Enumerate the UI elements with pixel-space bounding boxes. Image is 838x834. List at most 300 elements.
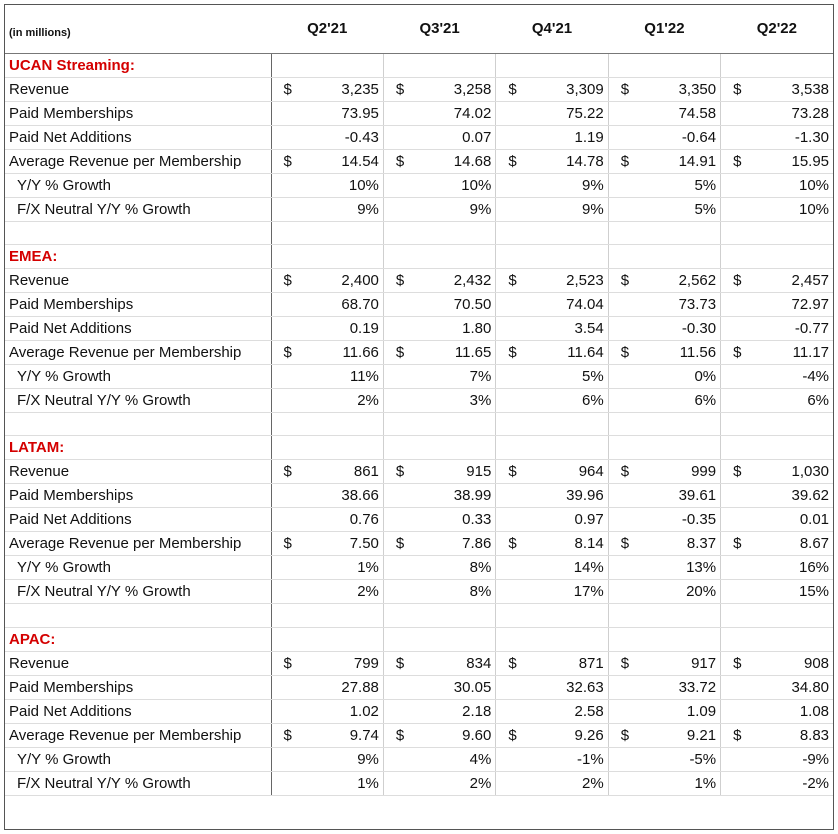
empty-cell [412,436,495,460]
empty-cell [271,221,300,244]
row-label: Average Revenue per Membership [5,532,271,556]
currency-symbol [608,197,637,221]
value-cell: 834 [412,651,495,675]
value-cell: 11.66 [300,340,383,364]
empty-cell [608,221,637,244]
currency-symbol [496,580,525,604]
row-label: Y/Y % Growth [5,747,271,771]
empty-cell [496,627,525,651]
empty-cell [5,412,271,435]
spacer-row [5,221,833,244]
empty-cell [721,221,750,244]
table-row [5,125,833,149]
value-cell: -0.77 [750,316,833,340]
currency-symbol: $ [721,268,750,292]
currency-symbol: $ [383,723,412,747]
section-title-row [5,53,833,77]
currency-symbol: $ [496,651,525,675]
column-header: Q2'22 [721,5,833,53]
row-label: Average Revenue per Membership [5,723,271,747]
currency-symbol [721,125,750,149]
currency-symbol [496,292,525,316]
section-title: UCAN Streaming: [5,53,271,77]
value-cell: 1.80 [412,316,495,340]
value-cell: 915 [412,460,495,484]
empty-cell [300,221,383,244]
value-cell: 27.88 [300,675,383,699]
value-cell: -0.30 [637,316,720,340]
table-row [5,580,833,604]
value-cell: 999 [637,460,720,484]
value-cell: 9% [300,197,383,221]
currency-symbol [608,388,637,412]
currency-symbol [271,556,300,580]
currency-symbol [608,292,637,316]
currency-symbol [496,747,525,771]
empty-cell [383,604,412,627]
table-row [5,532,833,556]
currency-symbol [721,388,750,412]
currency-symbol: $ [721,149,750,173]
currency-symbol [496,699,525,723]
empty-cell [525,604,608,627]
value-cell: 2.58 [525,699,608,723]
value-cell: 1% [637,771,720,795]
currency-symbol: $ [721,77,750,101]
value-cell: 1% [300,771,383,795]
value-cell: -0.35 [637,508,720,532]
empty-cell [300,244,383,268]
value-cell: 8.14 [525,532,608,556]
currency-symbol [496,556,525,580]
value-cell: 39.61 [637,484,720,508]
value-cell: 6% [750,388,833,412]
value-cell: 38.66 [300,484,383,508]
table-row [5,747,833,771]
currency-symbol [383,388,412,412]
value-cell: 38.99 [412,484,495,508]
value-cell: 14.68 [412,149,495,173]
empty-cell [271,436,300,460]
value-cell: 73.73 [637,292,720,316]
empty-cell [300,53,383,77]
value-cell: 9.21 [637,723,720,747]
currency-symbol [721,556,750,580]
empty-cell [608,436,637,460]
currency-symbol: $ [271,651,300,675]
currency-symbol: $ [383,651,412,675]
value-cell: 2,523 [525,268,608,292]
value-cell: 1.08 [750,699,833,723]
value-cell: 16% [750,556,833,580]
value-cell: 0.07 [412,125,495,149]
currency-symbol: $ [608,268,637,292]
section-title: APAC: [5,627,271,651]
value-cell: 0.97 [525,508,608,532]
currency-symbol: $ [608,149,637,173]
value-cell: 871 [525,651,608,675]
value-cell: 5% [525,364,608,388]
column-header: Q1'22 [608,5,720,53]
financial-table-frame [4,4,834,830]
currency-symbol [608,101,637,125]
currency-symbol: $ [383,77,412,101]
value-cell: 11.17 [750,340,833,364]
currency-symbol [608,316,637,340]
currency-symbol: $ [496,532,525,556]
empty-cell [721,244,750,268]
value-cell: 15% [750,580,833,604]
empty-cell [608,244,637,268]
currency-symbol [721,508,750,532]
value-cell: 33.72 [637,675,720,699]
currency-symbol: $ [608,723,637,747]
empty-cell [496,412,525,435]
currency-symbol: $ [271,723,300,747]
empty-cell [383,412,412,435]
value-cell: 861 [300,460,383,484]
currency-symbol [271,292,300,316]
currency-symbol [496,173,525,197]
empty-cell [525,412,608,435]
currency-symbol [721,101,750,125]
empty-cell [608,627,637,651]
currency-symbol [496,388,525,412]
empty-cell [5,604,271,627]
value-cell: 1,030 [750,460,833,484]
currency-symbol [271,747,300,771]
row-label: Revenue [5,77,271,101]
currency-symbol: $ [608,532,637,556]
value-cell: -2% [750,771,833,795]
value-cell: 72.97 [750,292,833,316]
empty-cell [300,627,383,651]
currency-symbol: $ [496,268,525,292]
section-title: LATAM: [5,436,271,460]
value-cell: -1.30 [750,125,833,149]
currency-symbol [271,508,300,532]
empty-cell [412,412,495,435]
table-row [5,173,833,197]
value-cell: 34.80 [750,675,833,699]
empty-cell [525,221,608,244]
currency-symbol [721,747,750,771]
currency-symbol [383,197,412,221]
currency-symbol [496,125,525,149]
empty-cell [271,604,300,627]
currency-symbol [383,699,412,723]
value-cell: 3,538 [750,77,833,101]
empty-cell [496,604,525,627]
spacer-row [5,412,833,435]
value-cell: 8.37 [637,532,720,556]
value-cell: 0.76 [300,508,383,532]
currency-symbol [496,508,525,532]
value-cell: -0.64 [637,125,720,149]
value-cell: 9.74 [300,723,383,747]
currency-symbol [496,484,525,508]
empty-cell [525,53,608,77]
currency-symbol: $ [271,149,300,173]
empty-cell [721,412,750,435]
value-cell: 68.70 [300,292,383,316]
row-label: Paid Net Additions [5,125,271,149]
value-cell: 9% [525,173,608,197]
value-cell: 3,258 [412,77,495,101]
currency-symbol [383,771,412,795]
currency-symbol: $ [496,149,525,173]
row-label: Revenue [5,460,271,484]
row-label: Y/Y % Growth [5,364,271,388]
section-title-row [5,436,833,460]
empty-cell [525,627,608,651]
currency-symbol [383,316,412,340]
value-cell: 9% [300,747,383,771]
value-cell: 7% [412,364,495,388]
empty-cell [383,436,412,460]
empty-cell [750,244,833,268]
value-cell: 11.56 [637,340,720,364]
empty-cell [271,244,300,268]
currency-symbol [383,675,412,699]
table-row [5,388,833,412]
empty-cell [412,244,495,268]
currency-symbol [608,508,637,532]
value-cell: 9.60 [412,723,495,747]
empty-cell [5,221,271,244]
empty-cell [608,412,637,435]
currency-symbol [608,675,637,699]
table-row [5,651,833,675]
value-cell: 9% [412,197,495,221]
value-cell: 14.78 [525,149,608,173]
currency-symbol [721,316,750,340]
row-label: Y/Y % Growth [5,173,271,197]
row-label: Paid Net Additions [5,699,271,723]
value-cell: 8% [412,556,495,580]
value-cell: 17% [525,580,608,604]
empty-cell [525,244,608,268]
currency-symbol: $ [608,460,637,484]
currency-symbol [383,556,412,580]
currency-symbol [383,484,412,508]
value-cell: 917 [637,651,720,675]
value-cell: 20% [637,580,720,604]
value-cell: 9.26 [525,723,608,747]
value-cell: 3,235 [300,77,383,101]
value-cell: 0.19 [300,316,383,340]
row-label: Average Revenue per Membership [5,149,271,173]
currency-symbol [721,484,750,508]
currency-symbol [271,699,300,723]
value-cell: 73.28 [750,101,833,125]
value-cell: 1.19 [525,125,608,149]
currency-symbol [608,173,637,197]
table-header-row [5,5,833,53]
currency-symbol: $ [383,149,412,173]
value-cell: 14.91 [637,149,720,173]
value-cell: 5% [637,173,720,197]
currency-symbol [496,675,525,699]
empty-cell [383,627,412,651]
currency-symbol [721,675,750,699]
value-cell: 2,400 [300,268,383,292]
value-cell: 75.22 [525,101,608,125]
empty-cell [412,53,495,77]
empty-cell [721,604,750,627]
row-label: F/X Neutral Y/Y % Growth [5,580,271,604]
row-label: Paid Net Additions [5,316,271,340]
empty-cell [383,53,412,77]
regional-metrics-table [5,5,833,796]
currency-symbol: $ [383,460,412,484]
empty-cell [300,436,383,460]
currency-symbol [496,771,525,795]
empty-cell [271,412,300,435]
empty-cell [750,436,833,460]
empty-cell [608,604,637,627]
currency-symbol: $ [271,532,300,556]
value-cell: 8% [412,580,495,604]
empty-cell [721,53,750,77]
currency-symbol [271,580,300,604]
table-row [5,723,833,747]
currency-symbol: $ [496,723,525,747]
row-label: F/X Neutral Y/Y % Growth [5,771,271,795]
value-cell: 2% [412,771,495,795]
value-cell: 1.02 [300,699,383,723]
empty-cell [412,604,495,627]
currency-symbol [608,580,637,604]
empty-cell [750,604,833,627]
currency-symbol [271,364,300,388]
value-cell: 30.05 [412,675,495,699]
empty-cell [496,244,525,268]
empty-cell [300,604,383,627]
value-cell: 964 [525,460,608,484]
value-cell: 10% [750,173,833,197]
column-header: Q3'21 [383,5,495,53]
currency-symbol [383,580,412,604]
value-cell: 7.50 [300,532,383,556]
currency-symbol [383,125,412,149]
value-cell: 2% [300,580,383,604]
value-cell: 8.83 [750,723,833,747]
currency-symbol [383,508,412,532]
value-cell: 32.63 [525,675,608,699]
row-label: Paid Memberships [5,101,271,125]
value-cell: -9% [750,747,833,771]
value-cell: 11.65 [412,340,495,364]
value-cell: 11.64 [525,340,608,364]
value-cell: 0.01 [750,508,833,532]
table-row [5,484,833,508]
empty-cell [750,221,833,244]
currency-symbol: $ [608,651,637,675]
currency-symbol: $ [608,340,637,364]
currency-symbol [608,699,637,723]
value-cell: 2,562 [637,268,720,292]
currency-symbol: $ [496,77,525,101]
row-label: Revenue [5,268,271,292]
empty-cell [637,221,720,244]
table-row [5,101,833,125]
value-cell: 3% [412,388,495,412]
empty-cell [300,412,383,435]
currency-symbol: $ [271,77,300,101]
value-cell: -1% [525,747,608,771]
table-row [5,316,833,340]
empty-cell [496,53,525,77]
value-cell: 2,457 [750,268,833,292]
row-label: Paid Memberships [5,292,271,316]
table-row [5,197,833,221]
value-cell: 3.54 [525,316,608,340]
currency-symbol: $ [383,532,412,556]
value-cell: 39.62 [750,484,833,508]
row-label: Paid Memberships [5,484,271,508]
empty-cell [412,221,495,244]
currency-symbol [271,771,300,795]
value-cell: -0.43 [300,125,383,149]
value-cell: 908 [750,651,833,675]
value-cell: 4% [412,747,495,771]
value-cell: -5% [637,747,720,771]
value-cell: 9% [525,197,608,221]
value-cell: 2,432 [412,268,495,292]
empty-cell [637,627,720,651]
currency-symbol: $ [721,460,750,484]
empty-cell [637,53,720,77]
empty-cell [383,221,412,244]
currency-symbol [608,771,637,795]
table-row [5,556,833,580]
empty-cell [721,436,750,460]
currency-symbol: $ [271,460,300,484]
currency-symbol: $ [496,340,525,364]
column-header: Q4'21 [496,5,608,53]
currency-symbol [383,101,412,125]
table-row [5,675,833,699]
column-header: Q2'21 [271,5,383,53]
value-cell: 73.95 [300,101,383,125]
currency-symbol [496,197,525,221]
currency-symbol [608,484,637,508]
currency-symbol [721,173,750,197]
value-cell: 10% [750,197,833,221]
currency-symbol [721,580,750,604]
currency-symbol: $ [721,723,750,747]
value-cell: 7.86 [412,532,495,556]
table-row [5,460,833,484]
currency-symbol [608,556,637,580]
table-row [5,268,833,292]
value-cell: 74.02 [412,101,495,125]
table-row [5,699,833,723]
empty-cell [496,221,525,244]
currency-symbol: $ [608,77,637,101]
row-label: F/X Neutral Y/Y % Growth [5,197,271,221]
currency-symbol: $ [271,340,300,364]
currency-symbol [271,173,300,197]
table-row [5,508,833,532]
section-title: EMEA: [5,244,271,268]
empty-cell [496,436,525,460]
value-cell: 14.54 [300,149,383,173]
empty-cell [637,412,720,435]
empty-cell [750,412,833,435]
currency-symbol [608,125,637,149]
